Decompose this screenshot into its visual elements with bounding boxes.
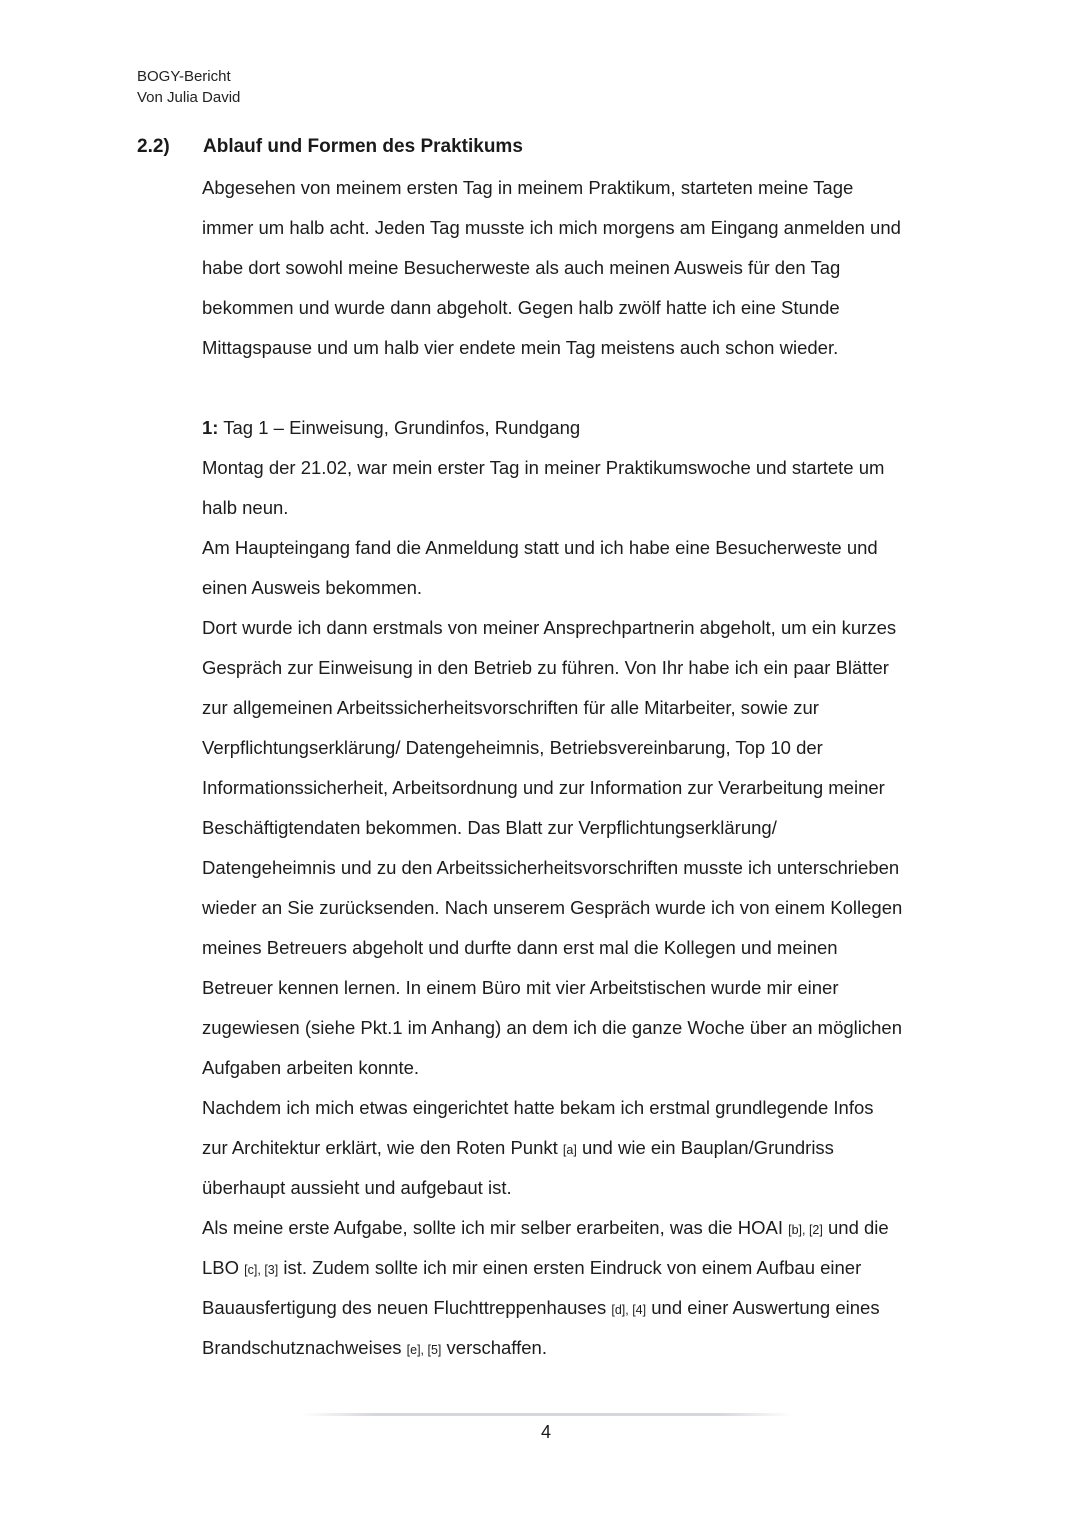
reference-marker: [e], [5] (406, 1343, 442, 1357)
text-line: bekommen und wurde dann abgeholt. Gegen halb zwölf hatte ich eine Stunde (202, 297, 840, 318)
text-line: Datengeheimnis und zu den Arbeitssicherheitsvorschriften musste ich unterschrieben (202, 857, 900, 878)
text-fragment: Brandschutznachweises (202, 1337, 402, 1358)
text-fragment: und die (828, 1217, 889, 1238)
section-number: 2.2) (137, 136, 170, 157)
text-line: immer um halb acht. Jeden Tag musste ich mich morgens am Eingang anmelden und (202, 217, 901, 238)
section-title: Ablauf und Formen des Praktikums (203, 136, 523, 157)
header-report-title: BOGY-Bericht (137, 68, 231, 85)
reference-marker: [d], [4] (611, 1303, 647, 1317)
footer-divider (302, 1413, 792, 1416)
text-fragment: ist. Zudem sollte ich mir einen ersten Eindruck von einem Aufbau einer (283, 1257, 862, 1278)
text-line: habe dort sowohl meine Besucherweste als auch meinen Ausweis für den Tag (202, 257, 841, 278)
intro-paragraph (202, 168, 972, 368)
text-line (202, 1208, 972, 1248)
text-fragment: LBO (202, 1257, 240, 1278)
text-line: meines Betreuers abgeholt und durfte dann erst mal die Kollegen und meinen (202, 937, 838, 958)
text-line: Abgesehen von meinem ersten Tag in meinem Praktikum, starteten meine Tage (202, 177, 854, 198)
subsection-number: 1: (202, 417, 219, 438)
text-line: überhaupt aussieht und aufgebaut ist. (202, 1177, 512, 1198)
text-line (202, 1328, 972, 1368)
text-fragment: verschaffen. (446, 1337, 547, 1358)
text-line: Montag der 21.02, war mein erster Tag in meiner Praktikumswoche und startete um (202, 457, 885, 478)
text-fragment: und wie ein Bauplan/Grundriss (581, 1137, 834, 1158)
text-fragment: und einer Auswertung eines (651, 1297, 880, 1318)
document-header (137, 66, 240, 108)
text-line: zugewiesen (siehe Pkt.1 im Anhang) an dem ich die ganze Woche über an möglichen (202, 1017, 902, 1038)
text-line: Dort wurde ich dann erstmals von meiner Ansprechpartnerin abgeholt, um ein kurzes (202, 617, 897, 638)
subsection-heading (202, 408, 972, 448)
day-one-section (202, 408, 972, 1368)
text-fragment: Bauausfertigung des neuen Fluchttreppenhauses (202, 1297, 607, 1318)
header-author: Von Julia David (137, 89, 241, 106)
text-line: halb neun. (202, 497, 289, 518)
text-line (202, 1128, 972, 1168)
text-line: zur allgemeinen Arbeitssicherheitsvorschriften für alle Mitarbeiter, sowie zur (202, 697, 819, 718)
text-line: Aufgaben arbeiten konnte. (202, 1057, 420, 1078)
text-line: Informationssicherheit, Arbeitsordnung und zur Information zur Verarbeitung meiner (202, 777, 885, 798)
text-line: Beschäftigtendaten bekommen. Das Blatt zur Verpflichtungserklärung/ (202, 817, 777, 838)
text-fragment: Als meine erste Aufgabe, sollte ich mir selber erarbeiten, was die HOAI (202, 1217, 783, 1238)
text-line: Gespräch zur Einweisung in den Betrieb zu führen. Von Ihr habe ich ein paar Blätter (202, 657, 889, 678)
text-line: einen Ausweis bekommen. (202, 577, 423, 598)
reference-marker: [a] (562, 1143, 577, 1157)
subsection-title: Tag 1 – Einweisung, Grundinfos, Rundgang (223, 417, 581, 438)
text-line: Nachdem ich mich etwas eingerichtet hatte bekam ich erstmal grundlegende Infos (202, 1097, 874, 1118)
text-line: Mittagspause und um halb vier endete mein Tag meistens auch schon wieder. (202, 337, 839, 358)
text-line (202, 1248, 972, 1288)
text-line: Verpflichtungserklärung/ Datengeheimnis, Betriebsvereinbarung, Top 10 der (202, 737, 823, 758)
reference-marker: [c], [3] (244, 1263, 279, 1277)
text-fragment: zur Architektur erklärt, wie den Roten Punkt (202, 1137, 558, 1158)
reference-marker: [b], [2] (788, 1223, 823, 1237)
text-line: Am Haupteingang fand die Anmeldung statt und ich habe eine Besucherweste und (202, 537, 878, 558)
page-number: 4 (540, 1422, 551, 1442)
text-line (202, 1288, 972, 1328)
text-line: wieder an Sie zurücksenden. Nach unserem Gespräch wurde ich von einem Kollegen (202, 897, 903, 918)
text-line: Betreuer kennen lernen. In einem Büro mit vier Arbeitstischen wurde mir einer (202, 977, 839, 998)
